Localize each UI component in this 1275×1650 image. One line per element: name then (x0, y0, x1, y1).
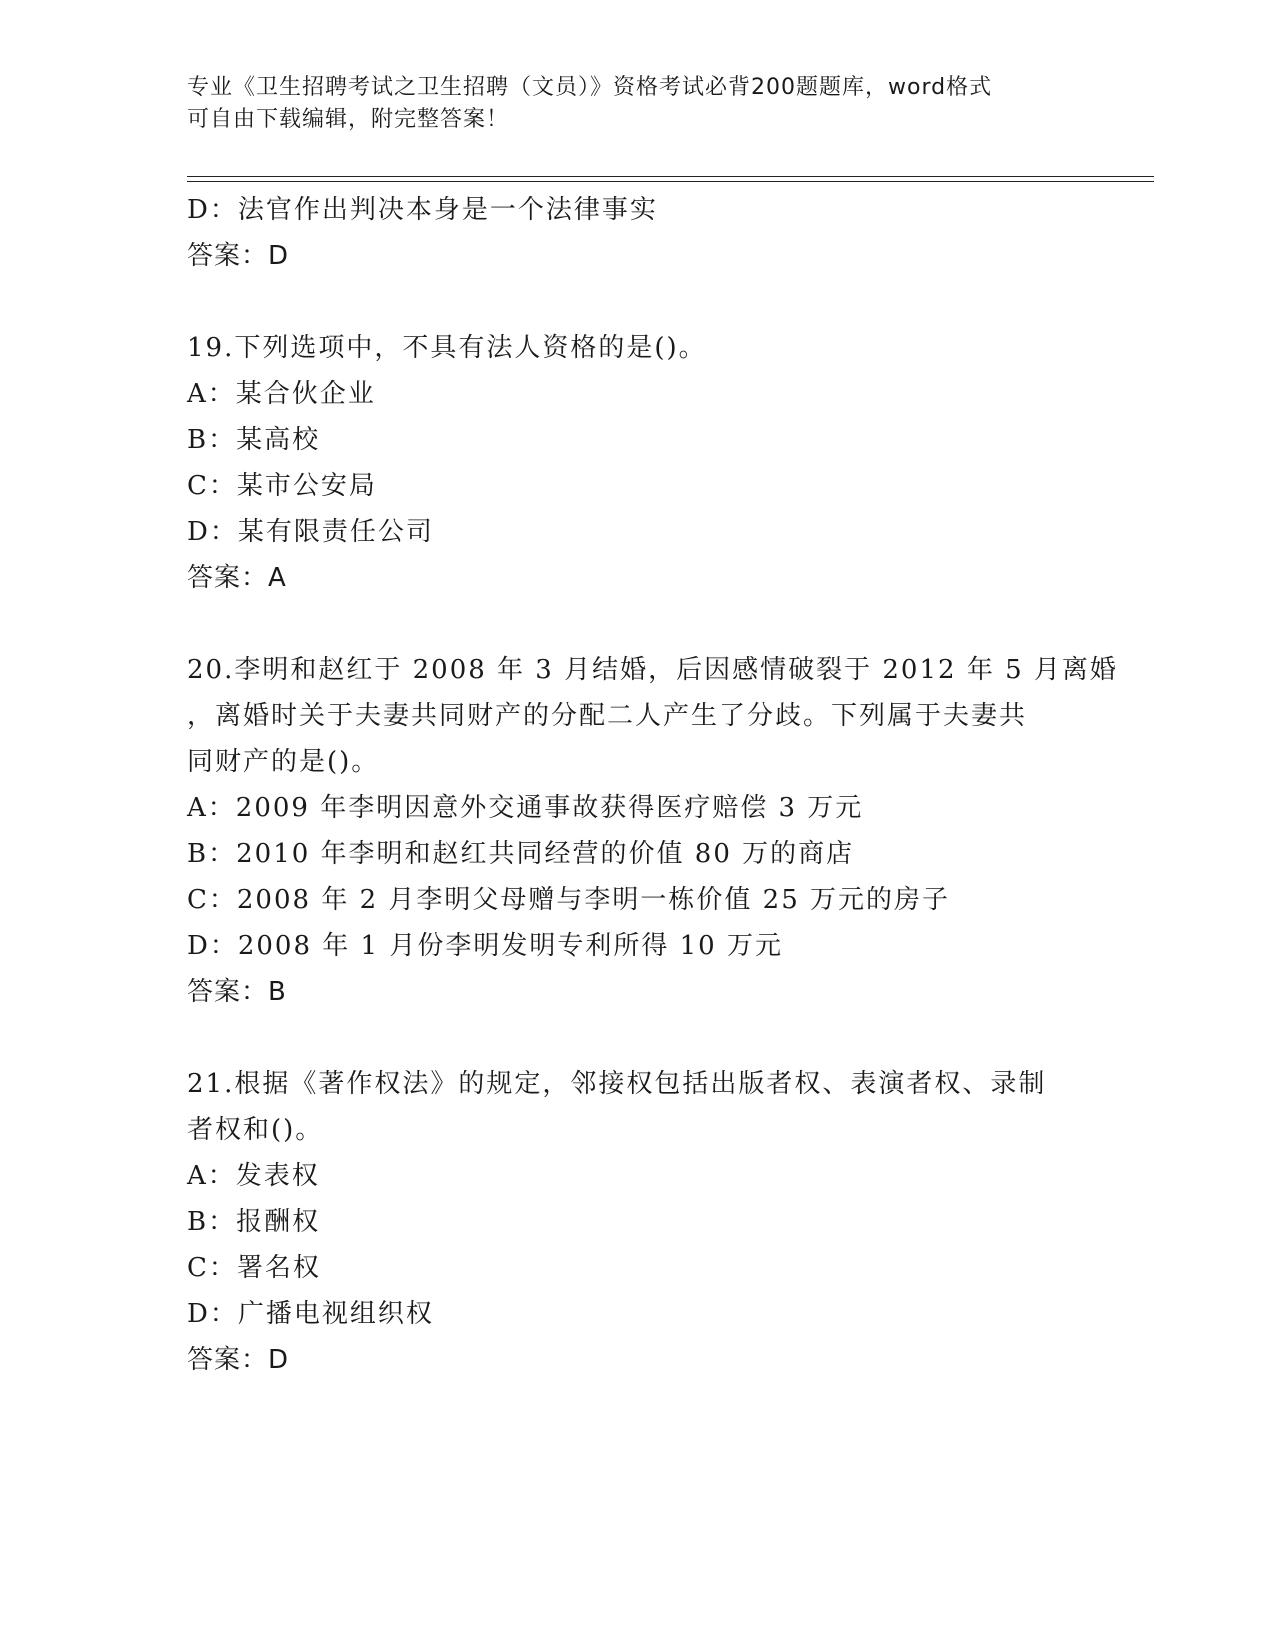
answer-line: 答案：A (187, 563, 287, 593)
document-header (187, 72, 1067, 136)
question-19 (187, 325, 1087, 601)
option-c: C：某市公安局 (187, 471, 377, 501)
question-stem: 19.下列选项中，不具有法人资格的是()。 (187, 333, 707, 363)
option-a: A：2009 年李明因意外交通事故获得医疗赔偿 3 万元 (187, 793, 864, 823)
option-c: C：署名权 (187, 1253, 321, 1283)
spacer (187, 279, 1087, 325)
question-content (187, 187, 1118, 1383)
option-d: D：2008 年 1 月份李明发明专利所得 10 万元 (187, 931, 783, 961)
option-d: D：某有限责任公司 (187, 517, 434, 547)
question-stem: ，离婚时关于夫妻共同财产的分配二人产生了分歧。下列属于夫妻共 (187, 701, 1028, 731)
question-stem: 同财产的是()。 (187, 747, 380, 777)
answer-line: 答案：B (187, 977, 287, 1007)
question-21 (187, 1061, 1087, 1383)
previous-question-tail (187, 187, 1087, 279)
question-stem: 21.根据《著作权法》的规定，邻接权包括出版者权、表演者权、录制 (187, 1069, 1047, 1099)
spacer (187, 601, 1087, 647)
option-b: B：报酬权 (187, 1207, 321, 1237)
option-a: A：某合伙企业 (187, 379, 376, 409)
option-b: B：某高校 (187, 425, 321, 455)
question-20 (187, 647, 1118, 1015)
option-a: A：发表权 (187, 1161, 320, 1191)
option-b: B：2010 年李明和赵红共同经营的价值 80 万的商店 (187, 839, 855, 869)
question-stem: 者权和()。 (187, 1115, 324, 1145)
option-d: D：广播电视组织权 (187, 1299, 434, 1329)
spacer (187, 1015, 1087, 1061)
header-divider-bottom (187, 181, 1154, 182)
header-divider-top (187, 176, 1154, 177)
answer-line: 答案：D (187, 1345, 290, 1375)
header-line-1: 专业《卫生招聘考试之卫生招聘（文员）》资格考试必背200题题库，word格式 (187, 75, 993, 100)
header-line-2: 可自由下载编辑，附完整答案！ (187, 107, 510, 132)
option-c: C：2008 年 2 月李明父母赠与李明一栋价值 25 万元的房子 (187, 885, 951, 915)
answer-line: 答案：D (187, 241, 290, 271)
question-stem: 20.李明和赵红于 2008 年 3 月结婚，后因感情破裂于 2012 年 5 月离婚 (187, 655, 1118, 685)
option-d: D：法官作出判决本身是一个法律事实 (187, 195, 658, 225)
